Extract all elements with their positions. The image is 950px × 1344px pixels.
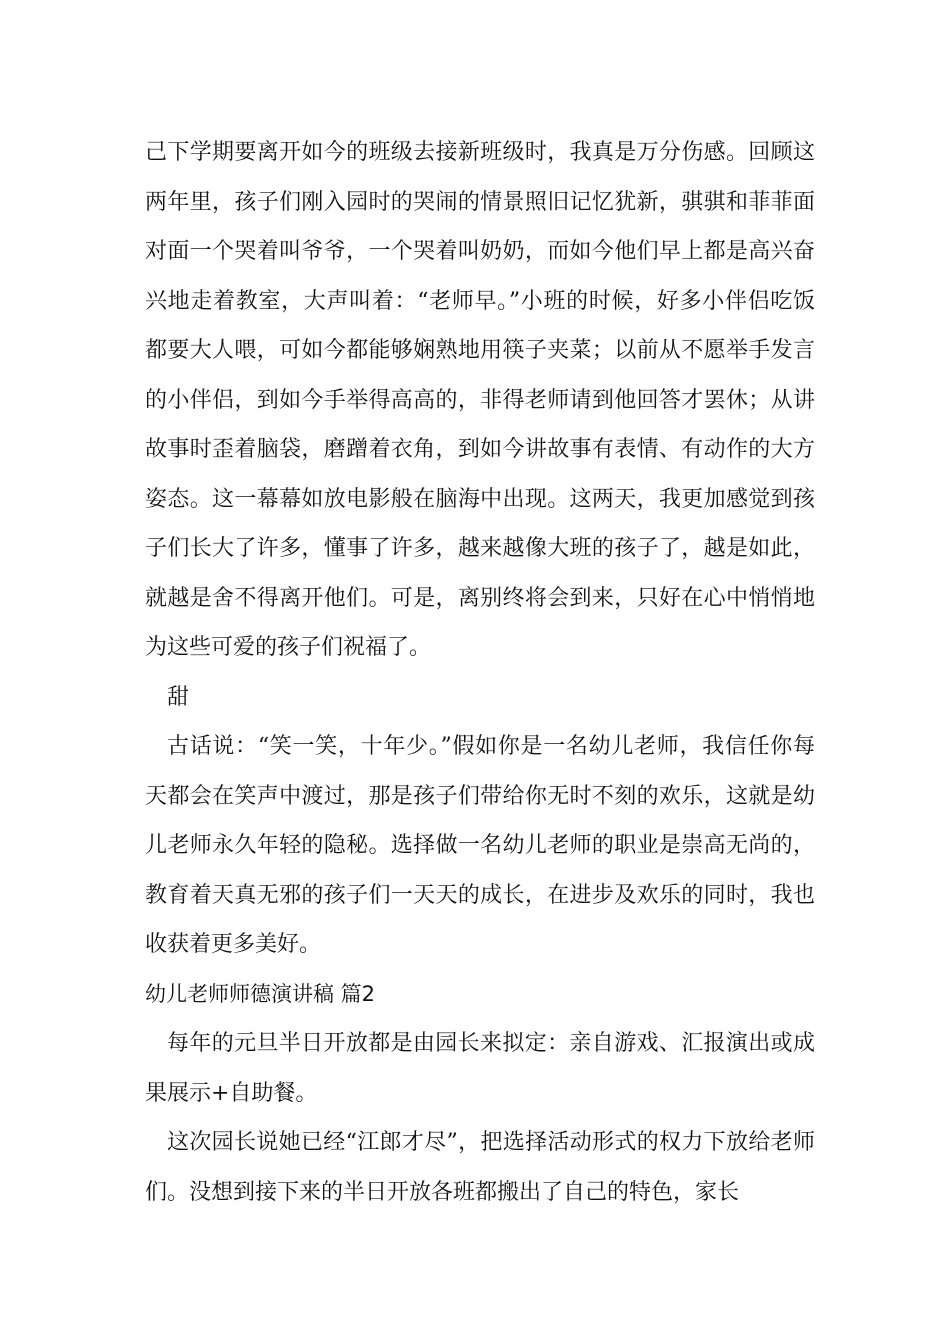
paragraph-principal-delegation: 这次园长说她已经“江郎才尽”，把选择活动形式的权力下放给老师们。没想到接下来的半日开放各班都搬出了自己的特色，家长 [145,1130,815,1205]
section-heading: 幼儿老师师德演讲稿 篇2 [145,981,376,1006]
paragraph-laughter: 古话说：“笑一笑，十年少。”假如你是一名幼儿老师，我信任你每天都会在笑声中渡过，那是孩子们带给你无时不刻的欢乐，这就是幼儿老师永久年轻的隐秘。选择做一名幼儿老师的职业是崇高无尚的，教育着天真无邪的孩子们一天天的成长，在进步及欢乐的同时，我也收获着更多美好。 [145,734,815,957]
document-body [145,128,815,1217]
paragraph-farewell: 己下学期要离开如今的班级去接新班级时，我真是万分伤感。回顾这两年里，孩子们刚入园时的哭闹的情景照旧记忆犹新，骐骐和菲菲面对面一个哭着叫爷爷，一个哭着叫奶奶，而如今他们早上都是高兴奋兴地走着教室，大声叫着：“老师早。”小班的时候，好多小伴侣吃饭都要大人喂，可如今都能够娴熟地用筷子夹菜；以前从不愿举手发言的小伴侣，到如今手举得高高的，非得老师请到他回答才罢休；从讲故事时歪着脑袋，磨蹭着衣角，到如今讲故事有表情、有动作的大方姿态。这一幕幕如放电影般在脑海中出现。这两天，我更加感觉到孩子们长大了许多，懂事了许多，越来越像大班的孩子了，越是如此，就越是舍不得离开他们。可是，离别终将会到来，只好在心中悄悄地为这些可爱的孩子们祝福了。 [145,140,815,660]
paragraph-new-year-open-day: 每年的元旦半日开放都是由园长来拟定：亲自游戏、汇报演出或成果展示+自助餐。 [145,1031,815,1106]
paragraph-sweet-title: 甜 [167,684,190,710]
